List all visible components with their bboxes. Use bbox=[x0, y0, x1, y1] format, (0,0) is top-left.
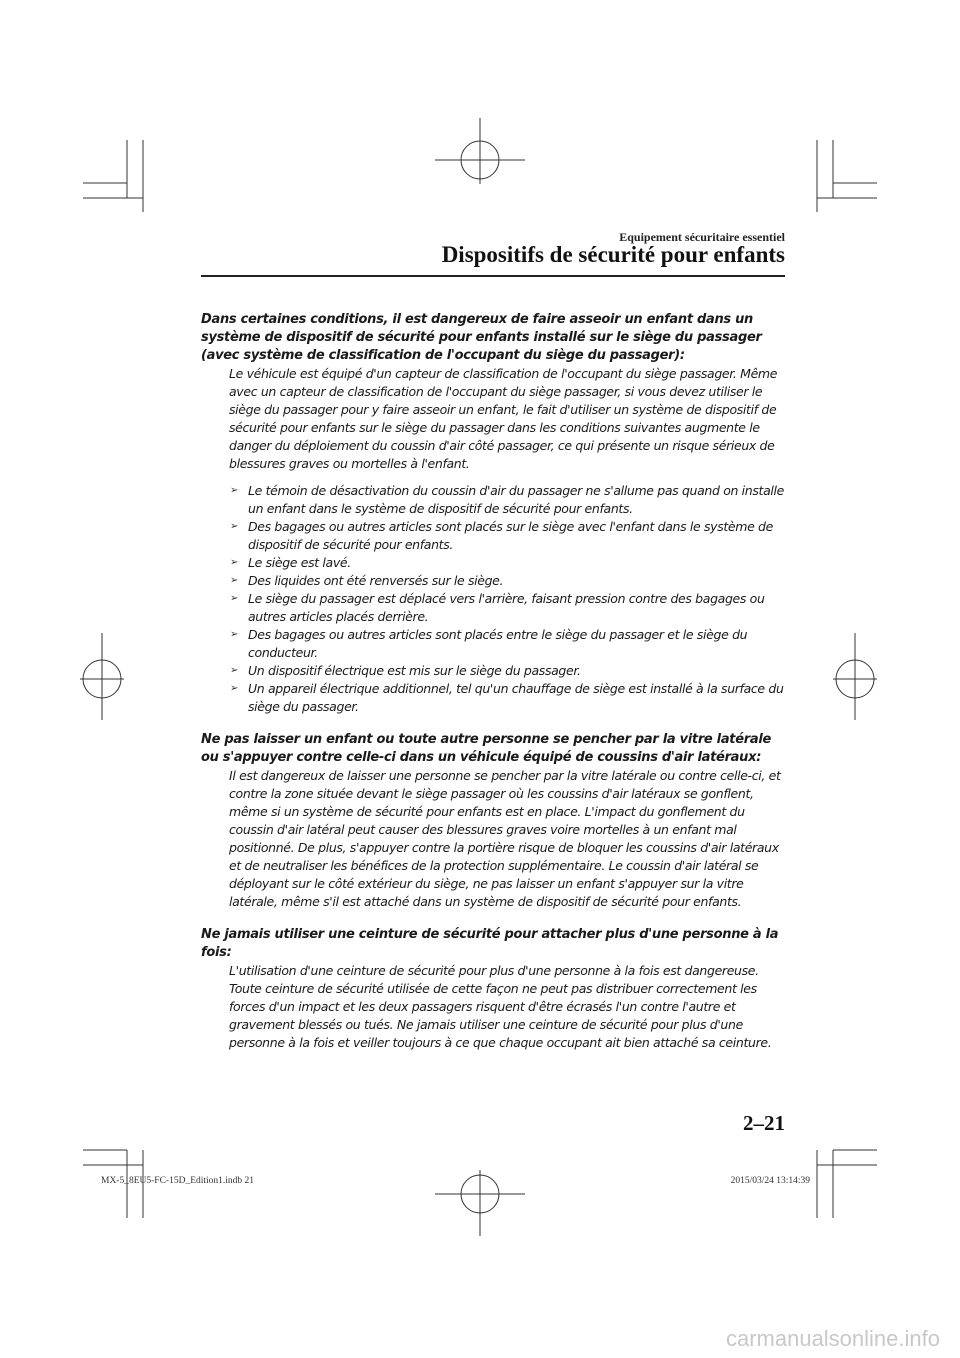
list-item bbox=[229, 518, 787, 554]
arrow-right-icon: ➢ bbox=[230, 593, 239, 604]
arrow-right-icon: ➢ bbox=[230, 665, 239, 676]
list-item bbox=[229, 482, 787, 518]
arrow-right-icon: ➢ bbox=[230, 557, 239, 568]
warning-seat-belt-sharing bbox=[201, 926, 787, 1052]
arrow-right-icon: ➢ bbox=[230, 575, 239, 586]
list-item-text: Le siège est lavé. bbox=[248, 555, 351, 570]
list-item-text: Le témoin de désactivation du coussin d'air du passager ne s'allume pas quand on installe un enfant dans le système de dispositif de sécurité pour enfants. bbox=[248, 483, 784, 516]
warning-title: Ne pas laisser un enfant ou toute autre personne se pencher par la vitre latérale ou s'appuyer contre celle-ci dans un véhicule équipé de coussins d'air latéraux: bbox=[201, 732, 771, 765]
list-item-text: Des liquides ont été renversés sur le siège. bbox=[248, 573, 504, 588]
list-item-text: Un dispositif électrique est mis sur le siège du passager. bbox=[248, 663, 581, 678]
warning-side-window bbox=[201, 731, 787, 911]
footer-file-label: MX-5_8EU5-FC-15D_Edition1.indb 21 bbox=[101, 1176, 255, 1186]
list-item bbox=[229, 626, 787, 662]
header-divider bbox=[201, 275, 785, 277]
warning-title: Dans certaines conditions, il est dangereux de faire asseoir un enfant dans un système de dispositif de sécurité pour enfants installé sur le siège du passager (avec système de classification de l'occupant du siège du passager): bbox=[201, 312, 762, 363]
list-item-text: Un appareil électrique additionnel, tel qu'un chauffage de siège est installé à la surface du siège du passager. bbox=[248, 681, 784, 714]
warnings-content bbox=[201, 311, 787, 1067]
page-number: 2–21 bbox=[743, 1111, 785, 1135]
arrow-right-icon: ➢ bbox=[230, 521, 239, 532]
warning-body: L'utilisation d'une ceinture de sécurité pour plus d'une personne à la fois est dangereuse. Toute ceinture de sécurité utilisée de cette façon ne peut pas distribuer correctement les forces d'un impact et les deux passagers risquent d'être écrasés l'un contre l'autre et gravement blessés ou tués. Ne jamais utiliser une ceinture de sécurité pour plus d'une personne à la fois et veiller toujours à ce que chaque occupant ait bien attaché sa ceinture. bbox=[229, 963, 772, 1050]
list-item-text: Des bagages ou autres articles sont placés entre le siège du passager et le siège du conducteur. bbox=[248, 627, 748, 660]
warning-body: Le véhicule est équipé d'un capteur de classification de l'occupant du siège passager. Même avec un capteur de classification de l'occupant du siège passager, si vous devez utiliser le siège du passager pour y faire asseoir un enfant, le fait d'utiliser un système de dispositif de sécurité pour enfants sur le siège du passager dans les conditions suivantes augmente le danger du déploiement du coussin d'air côté passager, ce qui présente un risque sérieux de blessures graves ou mortelles à l'enfant. bbox=[229, 366, 778, 471]
list-item-text: Des bagages ou autres articles sont placés sur le siège avec l'enfant dans le système de dispositif de sécurité pour enfants. bbox=[248, 519, 773, 552]
list-item bbox=[229, 554, 787, 572]
warning-title: Ne jamais utiliser une ceinture de sécurité pour attacher plus d'une personne à la fois: bbox=[201, 927, 779, 960]
arrow-right-icon: ➢ bbox=[230, 683, 239, 694]
list-item bbox=[229, 662, 787, 680]
footer-timestamp: 2015/03/24 13:14:39 bbox=[730, 1176, 810, 1186]
arrow-right-icon: ➢ bbox=[230, 485, 239, 496]
watermark: carmanualsonline.info bbox=[725, 1326, 940, 1351]
warning-child-seat-passenger bbox=[201, 311, 787, 716]
arrow-right-icon: ➢ bbox=[230, 629, 239, 640]
warning-body: Il est dangereux de laisser une personne se pencher par la vitre latérale ou contre celle-ci, et contre la zone située devant le siège passager où les coussins d'air latéraux se gonflent, même si un système de sécurité pour enfants est en place. L'impact du gonflement du coussin d'air latéral peut causer des blessures graves voire mortelles à un enfant mal positionné. De plus, s'appuyer contre la portière risque de bloquer les coussins d'air latéraux et de neutraliser les bénéfices de la protection supplémentaire. Le coussin d'air latéral se déployant sur le côté extérieur du siège, ne pas laisser un enfant s'appuyer sur la vitre latérale, même s'il est attaché dans un système de dispositif de sécurité pour enfants. bbox=[229, 768, 781, 909]
section-label: Equipement sécuritaire essentiel bbox=[619, 230, 785, 244]
list-item bbox=[229, 680, 787, 716]
list-item bbox=[229, 590, 787, 626]
list-item-text: Le siège du passager est déplacé vers l'arrière, faisant pression contre des bagages ou autres articles placés derrière. bbox=[248, 591, 765, 624]
page-title: Dispositifs de sécurité pour enfants bbox=[441, 242, 785, 267]
condition-list bbox=[229, 482, 787, 716]
list-item bbox=[229, 572, 787, 590]
